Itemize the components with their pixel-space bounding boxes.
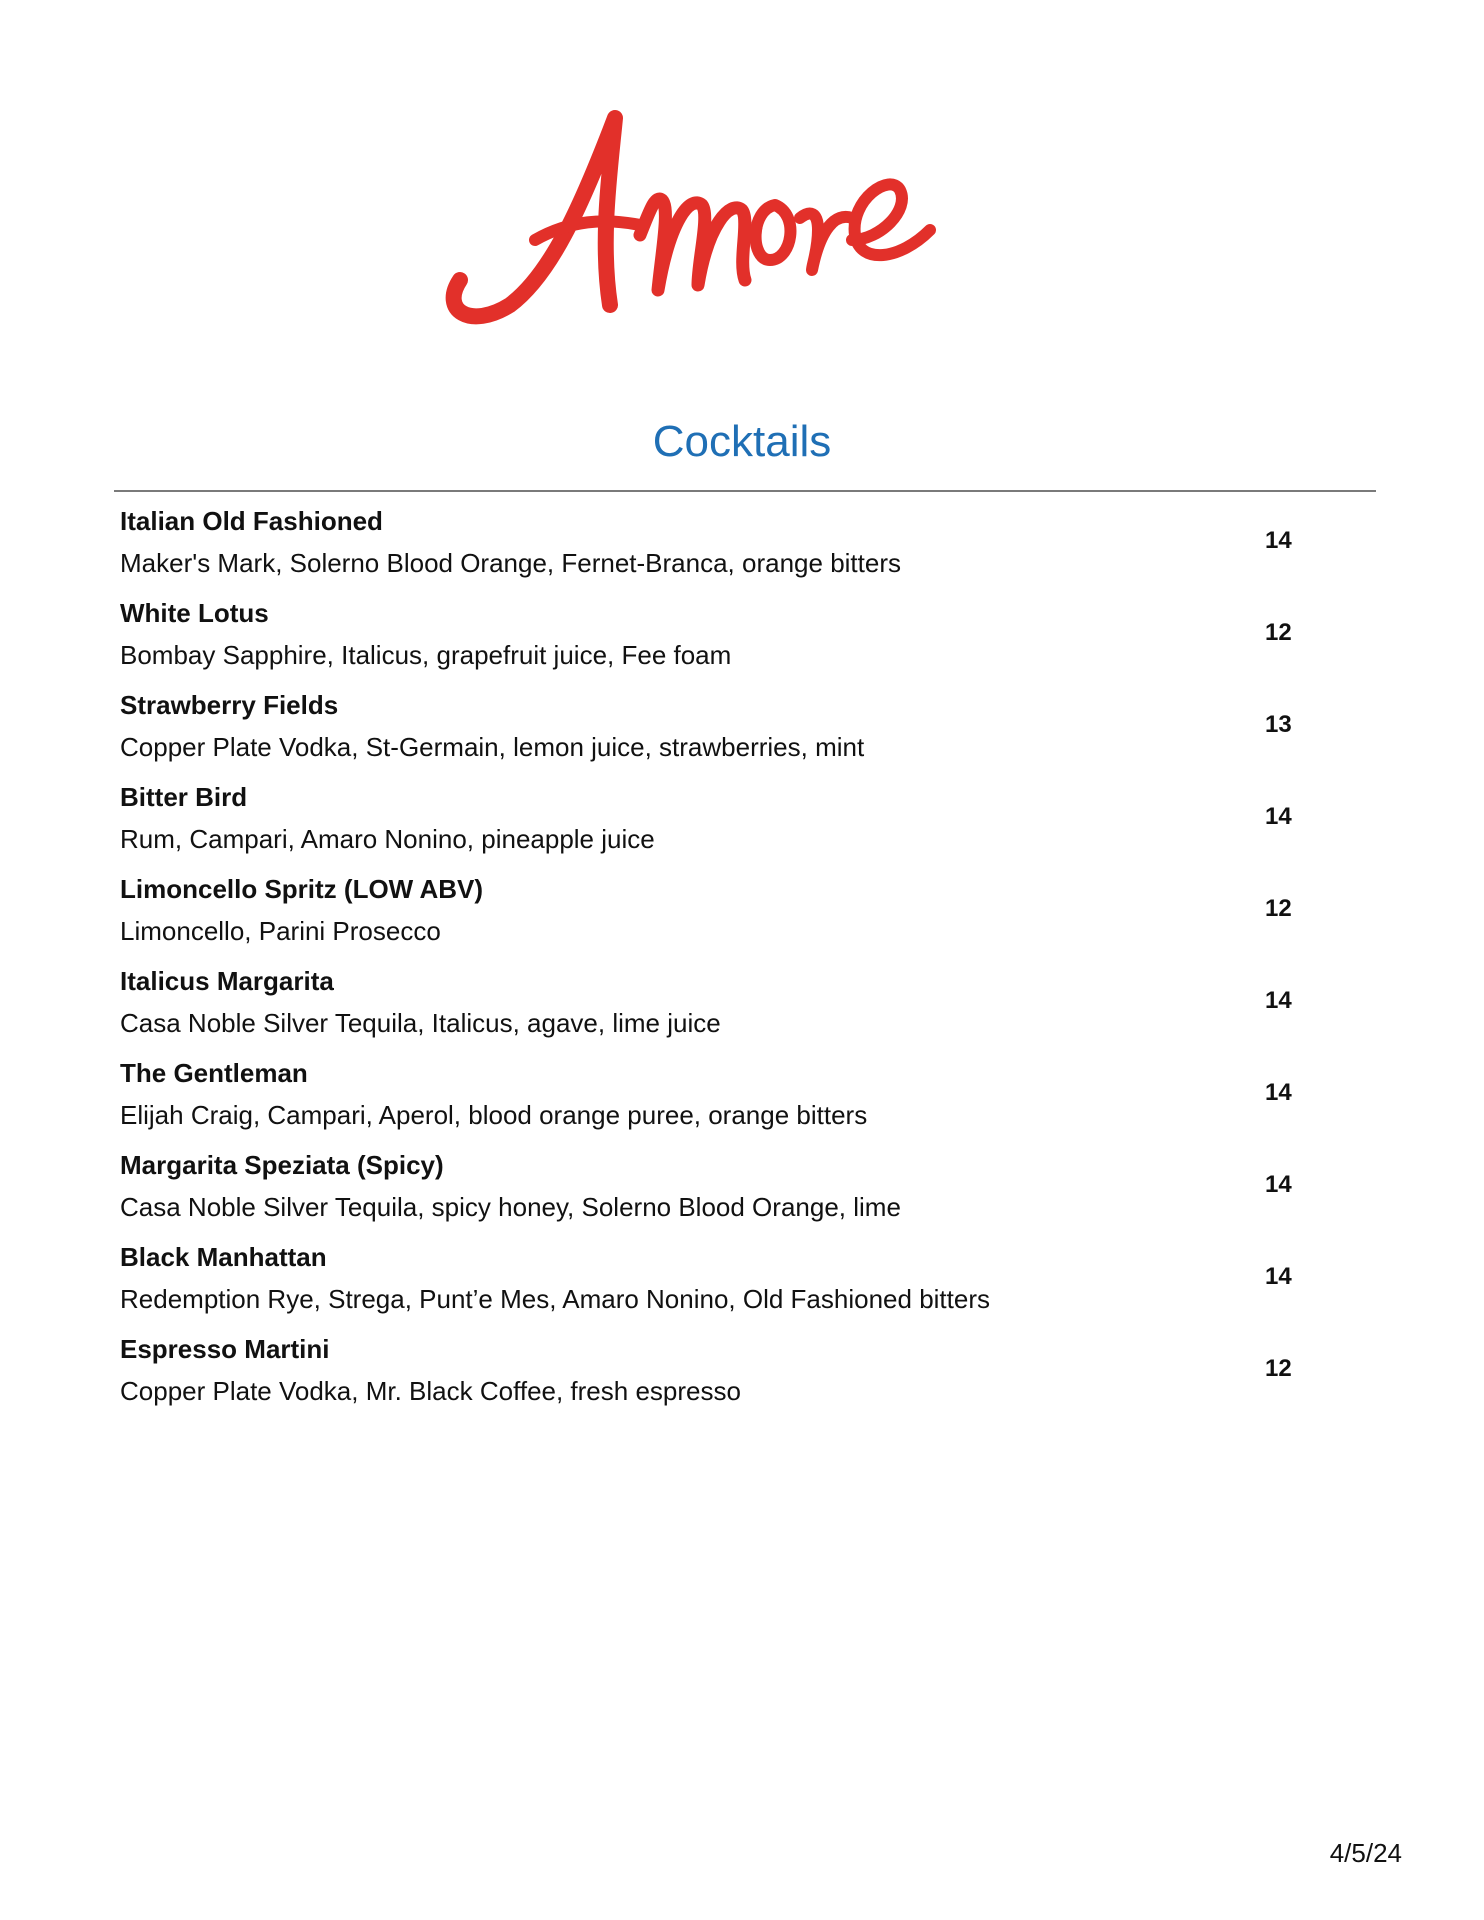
item-name: Bitter Bird bbox=[120, 782, 248, 812]
item-description: Bombay Sapphire, Italicus, grapefruit juice, Fee foam bbox=[120, 640, 732, 670]
menu-item bbox=[120, 1236, 1300, 1328]
item-description: Copper Plate Vodka, Mr. Black Coffee, fresh espresso bbox=[120, 1376, 741, 1406]
item-name: Italian Old Fashioned bbox=[120, 506, 383, 536]
item-name: Limoncello Spritz (LOW ABV) bbox=[120, 874, 484, 904]
menu-item bbox=[120, 500, 1300, 592]
menu-item bbox=[120, 776, 1300, 868]
item-price: 12 bbox=[1265, 1355, 1292, 1382]
item-price: 12 bbox=[1265, 895, 1292, 922]
item-description: Casa Noble Silver Tequila, spicy honey, Solerno Blood Orange, lime bbox=[120, 1192, 901, 1222]
section-divider bbox=[114, 490, 1376, 492]
menu-item bbox=[120, 960, 1300, 1052]
menu-item bbox=[120, 1328, 1300, 1420]
item-price: 14 bbox=[1265, 803, 1292, 830]
item-price: 14 bbox=[1265, 1079, 1292, 1106]
item-price: 13 bbox=[1265, 711, 1292, 738]
item-price: 14 bbox=[1265, 987, 1292, 1014]
item-description: Elijah Craig, Campari, Aperol, blood orange puree, orange bitters bbox=[120, 1100, 868, 1130]
menu-item bbox=[120, 868, 1300, 960]
item-description: Limoncello, Parini Prosecco bbox=[120, 916, 441, 946]
item-name: The Gentleman bbox=[120, 1058, 308, 1088]
item-description: Casa Noble Silver Tequila, Italicus, agave, lime juice bbox=[120, 1008, 721, 1038]
item-name: Espresso Martini bbox=[120, 1334, 330, 1364]
item-price: 12 bbox=[1265, 619, 1292, 646]
amore-logo bbox=[440, 100, 980, 340]
menu-item bbox=[120, 1052, 1300, 1144]
menu-item bbox=[120, 1144, 1300, 1236]
item-name: White Lotus bbox=[120, 598, 269, 628]
item-description: Rum, Campari, Amaro Nonino, pineapple juice bbox=[120, 824, 655, 854]
item-price: 14 bbox=[1265, 1263, 1292, 1290]
date-stamp: 4/5/24 bbox=[1329, 1838, 1402, 1868]
cocktail-list bbox=[120, 500, 1300, 1420]
item-name: Black Manhattan bbox=[120, 1242, 327, 1272]
item-name: Italicus Margarita bbox=[120, 966, 334, 996]
item-description: Redemption Rye, Strega, Punt’e Mes, Amaro Nonino, Old Fashioned bitters bbox=[120, 1284, 990, 1314]
item-price: 14 bbox=[1265, 1171, 1292, 1198]
amore-logo-artwork bbox=[440, 100, 980, 340]
item-name: Strawberry Fields bbox=[120, 690, 339, 720]
item-price: 14 bbox=[1265, 527, 1292, 554]
section-title: Cocktails bbox=[652, 417, 832, 466]
item-description: Copper Plate Vodka, St-Germain, lemon juice, strawberries, mint bbox=[120, 732, 865, 762]
item-description: Maker's Mark, Solerno Blood Orange, Fernet-Branca, orange bitters bbox=[120, 548, 901, 578]
menu-item bbox=[120, 684, 1300, 776]
item-name: Margarita Speziata (Spicy) bbox=[120, 1150, 444, 1180]
menu-item bbox=[120, 592, 1300, 684]
